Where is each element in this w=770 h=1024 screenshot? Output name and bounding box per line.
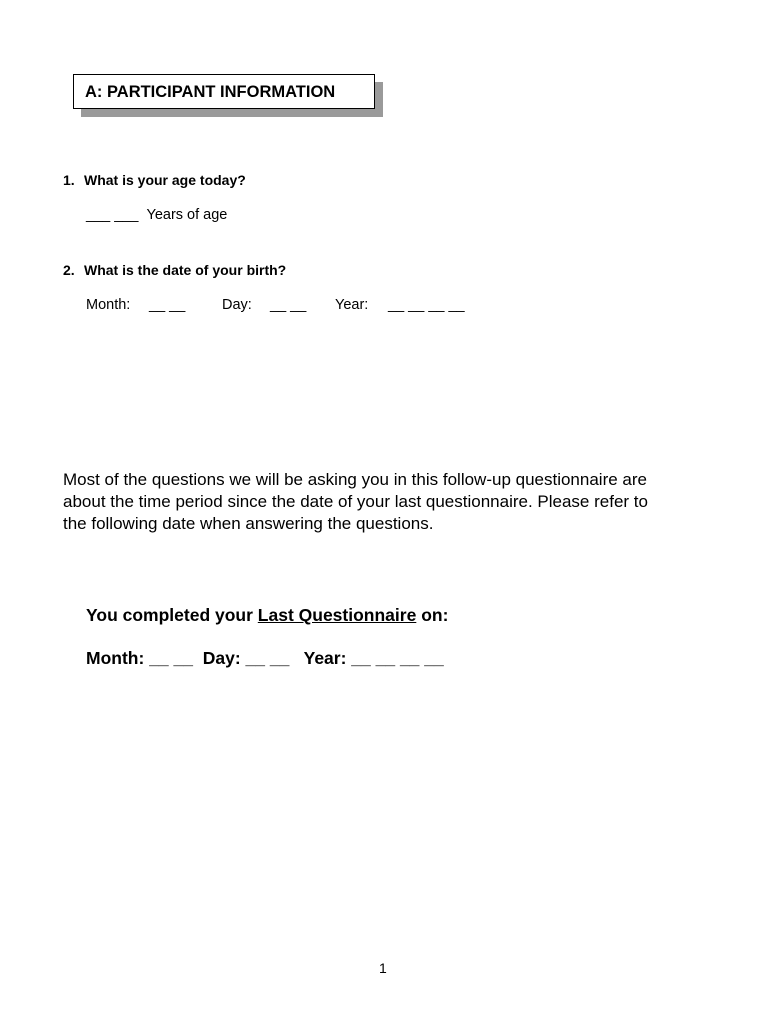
last-questionnaire-prefix: You completed your [86,605,253,625]
page-number: 1 [379,960,387,976]
question-2-text: What is the date of your birth? [84,262,287,278]
instructions-line-1: Most of the questions we will be asking you in this follow-up questionnaire are [63,470,647,489]
question-1-number: 1. [63,172,75,188]
last-questionnaire-suffix: on: [421,605,449,625]
section-header [73,74,375,109]
question-2 [63,262,286,278]
instructions-line-3: the following date when answering the questions. [63,514,434,533]
birth-year-blank[interactable]: __ __ __ __ [388,297,465,313]
birth-year-label: Year: [335,297,369,313]
last-questionnaire-date [86,648,444,669]
last-questionnaire-heading [86,605,448,626]
age-answer-line [86,207,227,223]
last-day-blank[interactable]: __ __ [245,648,290,668]
age-blank[interactable]: ___ ___ [86,207,139,223]
instructions-paragraph [63,469,703,535]
birth-month-label: Month: [86,297,131,313]
question-1-text: What is your age today? [84,172,246,188]
section-title: A: PARTICIPANT INFORMATION [85,83,336,101]
birth-day-blank[interactable]: __ __ [270,297,307,313]
last-year-label: Year: [303,648,347,668]
last-month-label: Month: [86,648,145,668]
last-questionnaire-emphasis: Last Questionnaire [257,605,417,625]
last-year-blank[interactable]: __ __ __ __ [351,648,444,668]
instructions-line-2: about the time period since the date of your last questionnaire. Please refer to [63,492,648,511]
last-day-label: Day: [202,648,241,668]
question-2-number: 2. [63,262,75,278]
age-unit-label: Years of age [146,207,228,223]
last-month-blank[interactable]: __ __ [149,648,193,668]
birth-month-blank[interactable]: __ __ [149,297,186,313]
birth-day-label: Day: [222,297,252,313]
question-1 [63,172,246,188]
